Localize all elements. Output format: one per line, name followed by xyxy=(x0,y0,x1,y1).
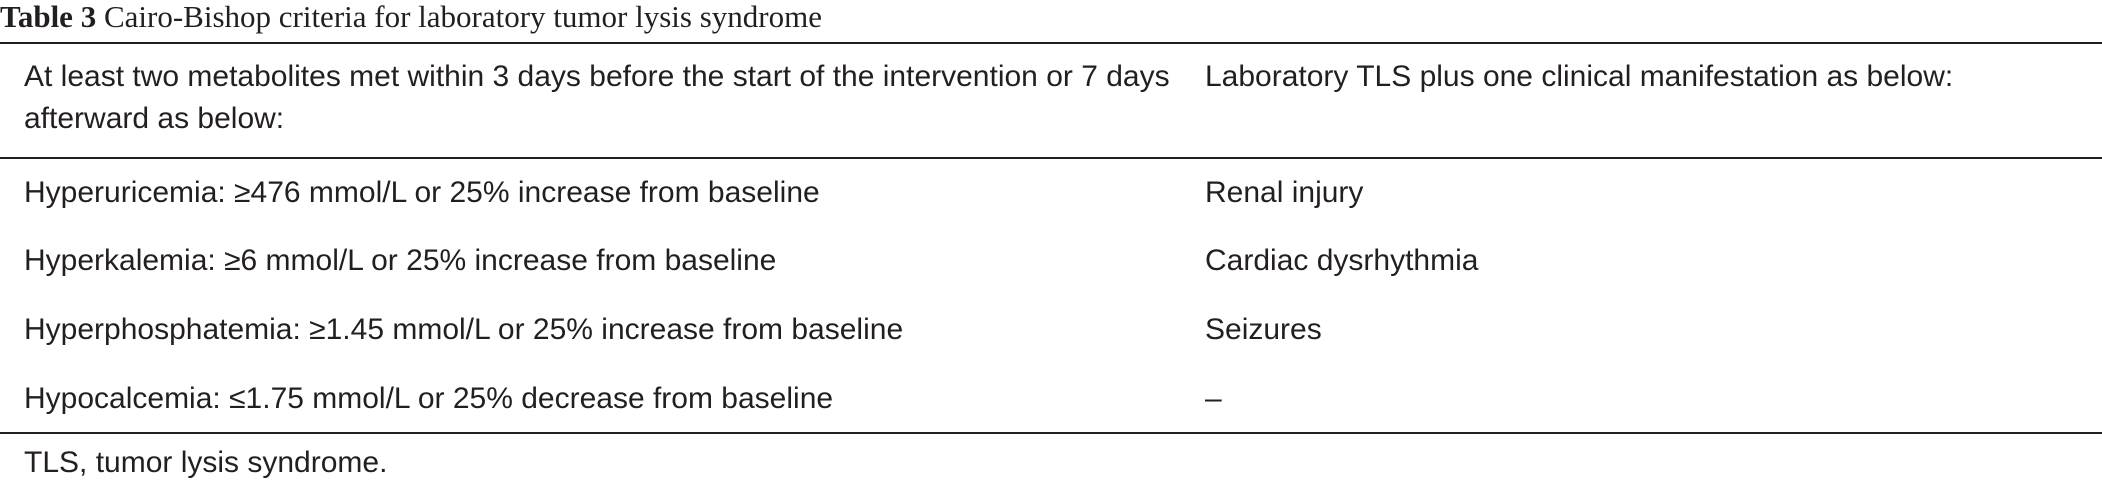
table-cell-hyperphosphatemia: Hyperphosphatemia: ≥1.45 mmol/L or 25% increase from baseline xyxy=(24,313,904,346)
table-cell-hypocalcemia: Hypocalcemia: ≤1.75 mmol/L or 25% decrease from baseline xyxy=(24,382,834,415)
table-cell-hyperuricemia: Hyperuricemia: ≥476 mmol/L or 25% increase from baseline xyxy=(24,176,820,209)
table-header-rule xyxy=(0,157,2102,159)
table-caption-title: Cairo-Bishop criteria for laboratory tumor lysis syndrome xyxy=(103,0,822,34)
table-cell-cardiac-dysrhythmia: Cardiac dysrhythmia xyxy=(1205,244,1479,277)
table-top-rule xyxy=(0,42,2102,44)
table-bottom-rule xyxy=(0,432,2102,434)
table-cell-seizures: Seizures xyxy=(1205,313,1322,346)
table-caption-label: Table 3 xyxy=(0,0,97,34)
table-cell-renal-injury: Renal injury xyxy=(1205,176,1364,209)
table-caption xyxy=(0,0,822,40)
table-footnote: TLS, tumor lysis syndrome. xyxy=(24,446,388,479)
table-cell-hyperkalemia: Hyperkalemia: ≥6 mmol/L or 25% increase from baseline xyxy=(24,244,777,277)
header-laboratory-criteria: At least two metabolites met within 3 days before the start of the intervention or 7 days afterward as below: xyxy=(24,60,1170,135)
table-cell-empty-dash: – xyxy=(1205,382,1222,415)
header-clinical-criteria: Laboratory TLS plus one clinical manifestation as below: xyxy=(1205,60,1954,93)
